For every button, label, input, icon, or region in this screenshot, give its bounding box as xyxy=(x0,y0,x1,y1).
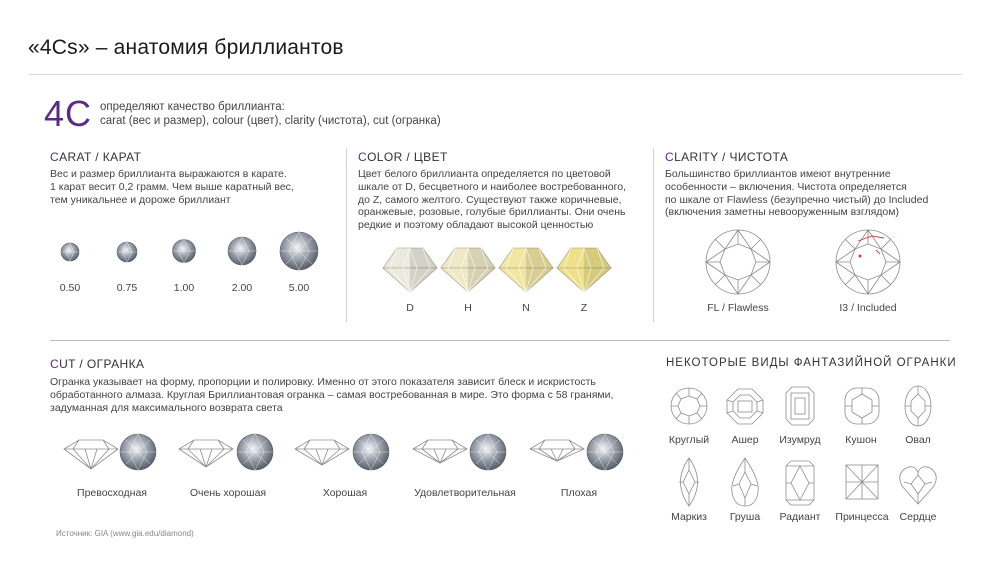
cut-heading-rest: UT xyxy=(59,357,76,371)
color-heading-accent: C xyxy=(358,150,368,164)
weight-label: 0.75 xyxy=(116,282,138,294)
intro-line-1: определяют качество бриллианта: xyxy=(100,101,285,113)
shape-label-emerald: Изумруд xyxy=(779,434,821,446)
cut-grade-label: Хорошая xyxy=(322,487,368,499)
emerald-shape-icon xyxy=(786,387,814,425)
princess-shape-icon xyxy=(846,465,878,499)
clarity-heading-sub: / ЧИСТОТА xyxy=(718,150,789,164)
marquise-shape-icon xyxy=(679,458,699,506)
cut-heading-accent: C xyxy=(50,357,60,371)
carat-text-line: тем уникальнее и дороже бриллиант xyxy=(50,193,231,206)
color-heading-rest: OLOR xyxy=(367,150,403,164)
pear-shape-icon xyxy=(732,458,758,506)
weight-label: 5.00 xyxy=(288,282,310,294)
clarity-heading-accent: C xyxy=(665,150,675,164)
color-text-line: Цвет белого бриллианта определяется по цветовой xyxy=(358,168,611,180)
clarity-heading-rest: LARITY xyxy=(674,150,719,164)
shape-label-marquise: Маркиз xyxy=(671,511,707,523)
weight-label: 2.00 xyxy=(231,282,253,294)
clarity-text-line: особенности – включения. Чистота определяется xyxy=(665,180,907,193)
shape-label-asscher: Ашер xyxy=(731,434,759,446)
cut-grade-label: Очень хорошая xyxy=(189,487,267,499)
carat-heading-accent: C xyxy=(50,150,60,164)
shape-label-heart: Сердце xyxy=(899,511,937,523)
cut-grade-label: Плохая xyxy=(560,487,598,499)
color-text-line: редкие и поэтому обладают высокой ценностью xyxy=(358,219,594,232)
asscher-shape-icon xyxy=(727,389,763,424)
carat-text-line: 1 карат весит 0,2 грамм. Чем выше каратный вес, xyxy=(50,180,294,193)
cut-heading-sub: / ОГРАНКА xyxy=(75,357,145,371)
round-shape-icon xyxy=(671,388,707,424)
carat-heading-rest: ARAT xyxy=(59,150,92,164)
clarity-text-line: Большинство бриллиантов имеют внутренние xyxy=(665,168,891,180)
carat-heading-sub: / КАРАТ xyxy=(91,150,142,164)
fancy-shapes-heading: НЕКОТОРЫЕ ВИДЫ ФАНТАЗИЙНОЙ ОГРАНКИ xyxy=(666,357,957,369)
clarity-label-flawless: FL / Flawless xyxy=(707,302,769,314)
shape-label-round: Круглый xyxy=(668,434,710,446)
intro-line-2: carat (вес и размер), colour (цвет), clarity (чистота), cut (огранка) xyxy=(100,114,441,127)
four-c-logo: 4С xyxy=(44,93,93,134)
clarity-text-line: по шкале от Flawless (безупречно чистый) до Included xyxy=(665,193,929,206)
shape-label-pear: Груша xyxy=(729,511,761,523)
page-title: «4Cs» – анатомия бриллиантов xyxy=(28,36,344,59)
cut-grade-label: Удовлетворительная xyxy=(414,487,516,499)
cut-text-line: обработанного алмаза. Круглая Бриллиантовая огранка – самая востребованная в мире. Это форма с 58 гранями, xyxy=(50,388,614,401)
carat-text-line: Вес и размер бриллианта выражаются в карате. xyxy=(50,168,287,180)
source-note: Источник: GIA (www.gia.edu/diamond) xyxy=(56,529,194,538)
shape-label-cushion: Кушон xyxy=(845,434,877,446)
color-heading-sub: / ЦВЕТ xyxy=(402,150,448,164)
shape-label-oval: Овал xyxy=(905,434,931,446)
heart-shape-icon xyxy=(900,467,937,504)
clarity-label-included: I3 / Included xyxy=(839,302,897,314)
color-text-line: до Z, самого желтого. Существуют также коричневые, xyxy=(358,193,622,206)
clarity-text-line: (включения заметны невооруженным взглядом) xyxy=(665,206,899,219)
color-grade-label: H xyxy=(464,302,472,314)
cushion-shape-icon xyxy=(845,388,879,424)
radiant-shape-icon xyxy=(786,461,814,505)
color-text-line: шкале от D, бесцветного и наиболее востребованного, xyxy=(358,180,626,193)
cut-grade-label: Превосходная xyxy=(77,487,147,499)
shape-label-princess: Принцесса xyxy=(835,511,889,523)
cut-text-line: Огранка указывает на форму, пропорции и полировку. Именно от этого показателя зависит блеск и искристость xyxy=(50,376,596,388)
color-text-line: оранжевые, розовые, голубые бриллианты. Они очень xyxy=(358,206,626,219)
oval-shape-icon xyxy=(905,386,931,426)
shape-label-radiant: Радиант xyxy=(779,511,821,523)
color-grade-label: Z xyxy=(580,302,588,314)
weight-label: 1.00 xyxy=(173,282,195,294)
weight-label: 0.50 xyxy=(59,282,81,294)
color-grade-label: N xyxy=(522,302,530,314)
cut-text-line: задуманная для максимального возврата света xyxy=(50,401,283,414)
color-grade-label: D xyxy=(406,302,414,314)
